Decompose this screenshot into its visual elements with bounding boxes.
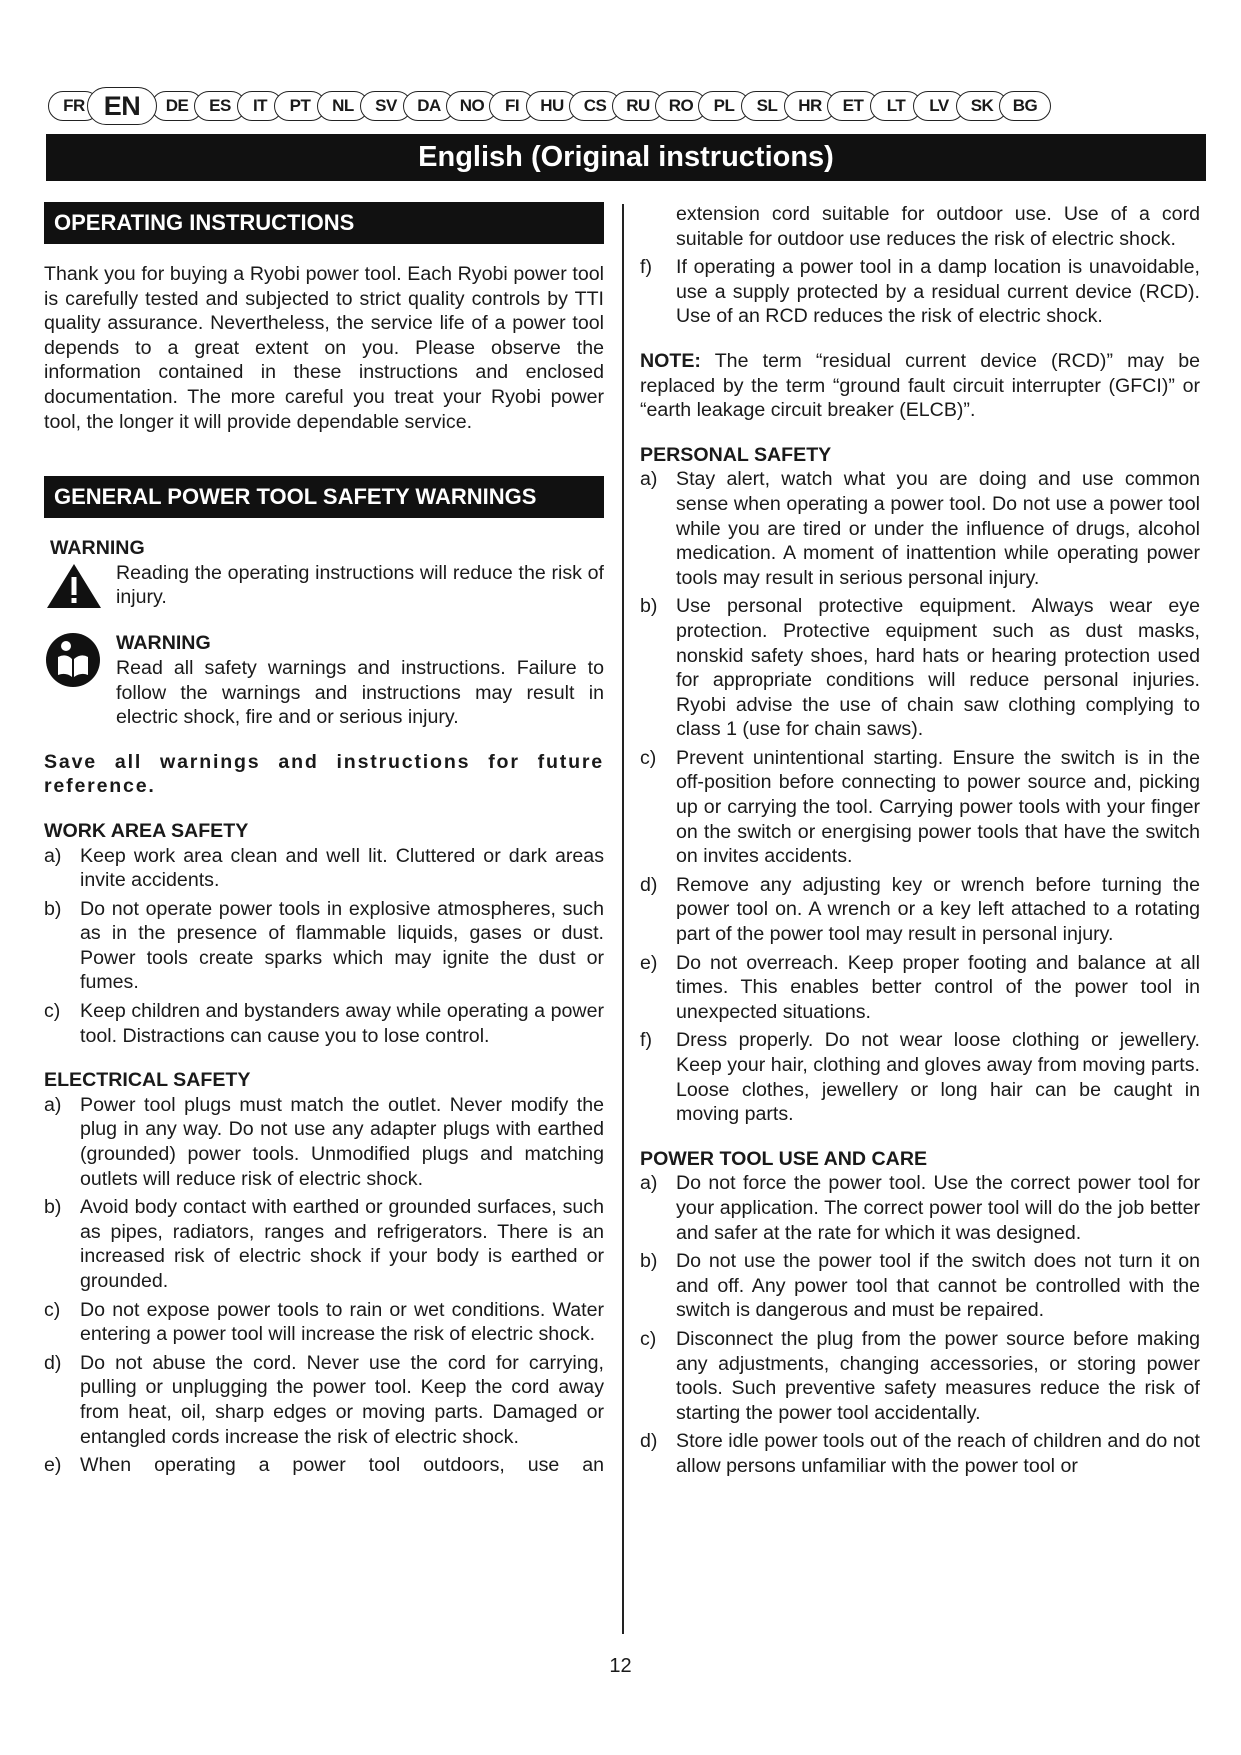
lang-tab[interactable]: ES [194,91,246,121]
right-column [640,202,1200,1483]
manual-warning-block [44,631,604,729]
read-manual-icon [44,631,116,729]
lang-tab[interactable]: BG [999,91,1051,121]
lang-tab[interactable]: SK [956,91,1008,121]
section-heading-general: GENERAL POWER TOOL SAFETY WARNINGS [44,476,604,518]
lang-tab[interactable]: DE [151,91,203,121]
list-item [44,1195,604,1293]
work-area-heading: WORK AREA SAFETY [44,819,249,842]
lang-tab[interactable]: NO [446,91,498,121]
list-item [44,1351,604,1449]
item-label: e) [640,951,658,974]
list-item [44,1093,604,1191]
section-heading-operating: OPERATING INSTRUCTIONS [44,202,604,244]
item-text: When operating a power tool outdoors, use an [80,1454,604,1477]
lang-tab[interactable]: CS [569,91,621,121]
list-item [44,1453,604,1478]
page-number: 12 [609,1655,632,1677]
item-text: If operating a power tool in a damp location is unavoidable, use a supply protected by a residual current device (RCD). Use of an RCD reduces the risk of electric shock. [676,256,1200,328]
item-text: Do not expose power tools to rain or wet conditions. Water entering a power tool will increase the risk of electric shock. [80,1298,604,1346]
lang-tab[interactable]: IT [237,91,283,121]
lang-tab[interactable]: ET [827,91,879,121]
item-text: Keep children and bystanders away while operating a power tool. Distractions can cause you to lose control. [80,1000,604,1047]
item-label: a) [640,1172,658,1195]
lang-tab[interactable]: FR [48,91,100,121]
item-text: Do not use the power tool if the switch does not turn it on and off. Any power tool that cannot be controlled with the switch is dangerous and must be repaired. [676,1250,1200,1322]
personal-safety-heading: PERSONAL SAFETY [640,443,832,466]
item-text: Do not abuse the cord. Never use the cord for carrying, pulling or unplugging the power tool. Keep the cord away from heat, oil, sharp edges or moving parts. Damaged or entangled cords increase the risk of electric shock. [80,1351,604,1448]
lang-tab[interactable]: HU [526,91,578,121]
item-text: Do not overreach. Keep proper footing and balance at all times. This enables better control of the power tool in unexpected situations. [676,951,1200,1023]
item-label: b) [44,1196,62,1219]
note-text: The term “residual current device (RCD)” may be replaced by the term “ground fault circuit interrupter (GFCI)” or “earth leakage circuit breaker (ELCB)”. [640,349,1201,422]
list-item [44,897,604,995]
list-item [44,844,604,893]
item-text: Keep work area clean and well lit. Cluttered or dark areas invite accidents. [80,844,604,892]
list-item [640,594,1200,742]
electrical-heading: ELECTRICAL SAFETY [44,1069,251,1092]
lang-tab[interactable]: RU [612,91,664,121]
item-label: a) [44,844,62,867]
lang-tab[interactable]: NL [317,91,369,121]
lang-tab[interactable]: LT [870,91,922,121]
list-item [640,1249,1200,1323]
item-label: c) [44,1298,61,1321]
lang-tab[interactable]: SV [360,91,412,121]
item-text: Do not operate power tools in explosive atmospheres, such as in the presence of flammable liquids, gases or dust. Power tools create sparks which may ignite the dust or fumes. [80,897,604,994]
item-label: d) [640,1430,658,1453]
item-text: Avoid body contact with earthed or grounded surfaces, such as pipes, radiators, ranges and refrigerators. There is an increased risk of electric shock if your body is earthed or grounded. [80,1196,604,1292]
note-label: NOTE: [640,349,701,372]
left-column [44,202,604,1482]
column-divider [622,204,624,1634]
list-item [640,1327,1200,1425]
item-label: b) [640,1250,658,1273]
save-instructions: Save all warnings and instructions for future reference. [44,750,604,798]
warning-triangle-icon [44,561,116,618]
item-label: a) [44,1093,62,1116]
item-text: Use personal protective equipment. Always wear eye protection. Protective equipment such as dust masks, nonskid safety shoes, hard hats or hearing protection used for appropriate conditions will reduce personal injuries. Ryobi advise the use of chain saw clothing complying to class 1 (use for chain saws). [676,595,1200,741]
note-paragraph [640,349,1200,423]
item-label: b) [640,595,658,618]
list-item [640,746,1200,869]
item-text: Dress properly. Do not wear loose clothing or jewellery. Keep your hair, clothing and gloves away from moving parts. Loose clothes, jewellery or long hair can be caught in moving parts. [676,1029,1200,1126]
tool-use-heading: POWER TOOL USE AND CARE [640,1147,928,1170]
item-label: d) [44,1351,62,1374]
item-label: c) [44,1000,61,1023]
lang-tab[interactable]: PL [698,91,750,121]
item-text: Stay alert, watch what you are doing and use common sense when operating a power tool. Do not use a power tool while you are tired or under the influence of drugs, alcohol medication. A moment of inattention while operating power tools may result in serious personal injury. [676,468,1200,589]
item-text: Disconnect the plug from the power source before making any adjustments, changing accessories, or storing power tools. Such preventive safety measures reduce the risk of starting the power tool accidentally. [676,1327,1200,1424]
item-label: f) [640,256,652,279]
warning-label: WARNING [50,537,145,560]
list-item [640,255,1200,329]
item-label: a) [640,468,658,491]
item-text: Prevent unintentional starting. Ensure the switch is in the off-position before connecting to power source and, picking up or carrying the tool. Carrying power tools with your finger on the switch or energising power tools that have the switch on invites accidents. [676,746,1200,868]
list-item [44,1298,604,1347]
item-text: Store idle power tools out of the reach of children and do not allow persons unfamiliar with the power tool or [676,1430,1200,1477]
item-label: c) [640,746,657,769]
warning-block [44,561,604,618]
item-label: f) [640,1029,652,1052]
list-item [640,1429,1200,1478]
warning-text: Reading the operating instructions will reduce the risk of injury. [116,561,604,609]
item-label: d) [640,873,658,896]
item-text: Do not force the power tool. Use the correct power tool for your application. The correct power tool will do the job better and safer at the rate for which it was designed. [676,1172,1200,1244]
item-text: Remove any adjusting key or wrench before turning the power tool on. A wrench or a key left attached to a rotating part of the power tool may result in personal injury. [676,873,1200,946]
list-item [44,999,604,1048]
intro-paragraph: Thank you for buying a Ryobi power tool. Each Ryobi power tool is carefully tested and subjected to strict quality controls by TTI quality assurance. Nevertheless, the service life of a power tool depends to a great extent on you. Please observe the information contained in these instructions and enclosed documentation. The more careful you treat your Ryobi power tool, the longer it will provide dependable service. [44,263,604,433]
item-label: b) [44,897,62,920]
lang-tab[interactable]: LV [913,91,965,121]
list-item [640,873,1200,947]
lang-tab[interactable]: FI [489,91,535,121]
warning-text: Read all safety warnings and instructions. Failure to follow the warnings and instructions may result in electric shock, fire and or serious injury. [116,656,604,729]
list-item [640,951,1200,1025]
lang-tab[interactable]: PT [274,91,326,121]
item-text: Power tool plugs must match the outlet. Never modify the plug in any way. Do not use any adapter plugs with earthed (grounded) power tools. Unmodified plugs and matching outlets will reduce risk of electric shock. [80,1093,604,1190]
warning-label: WARNING [116,632,211,655]
lang-tab[interactable]: SL [741,91,793,121]
lang-tab[interactable]: RO [655,91,707,121]
list-item [640,1028,1200,1126]
continued-text: extension cord suitable for outdoor use. Use of a cord suitable for outdoor use reduces the risk of electric shock. [676,203,1200,250]
lang-tab[interactable]: DA [403,91,455,121]
item-label: c) [640,1327,657,1350]
page-title: English (Original instructions) [46,134,1206,181]
list-item [640,1171,1200,1245]
lang-tab-active[interactable]: EN [87,87,157,125]
list-item [640,467,1200,590]
lang-tab[interactable]: HR [784,91,836,121]
item-label: e) [44,1454,62,1477]
language-tabs [48,90,1203,122]
